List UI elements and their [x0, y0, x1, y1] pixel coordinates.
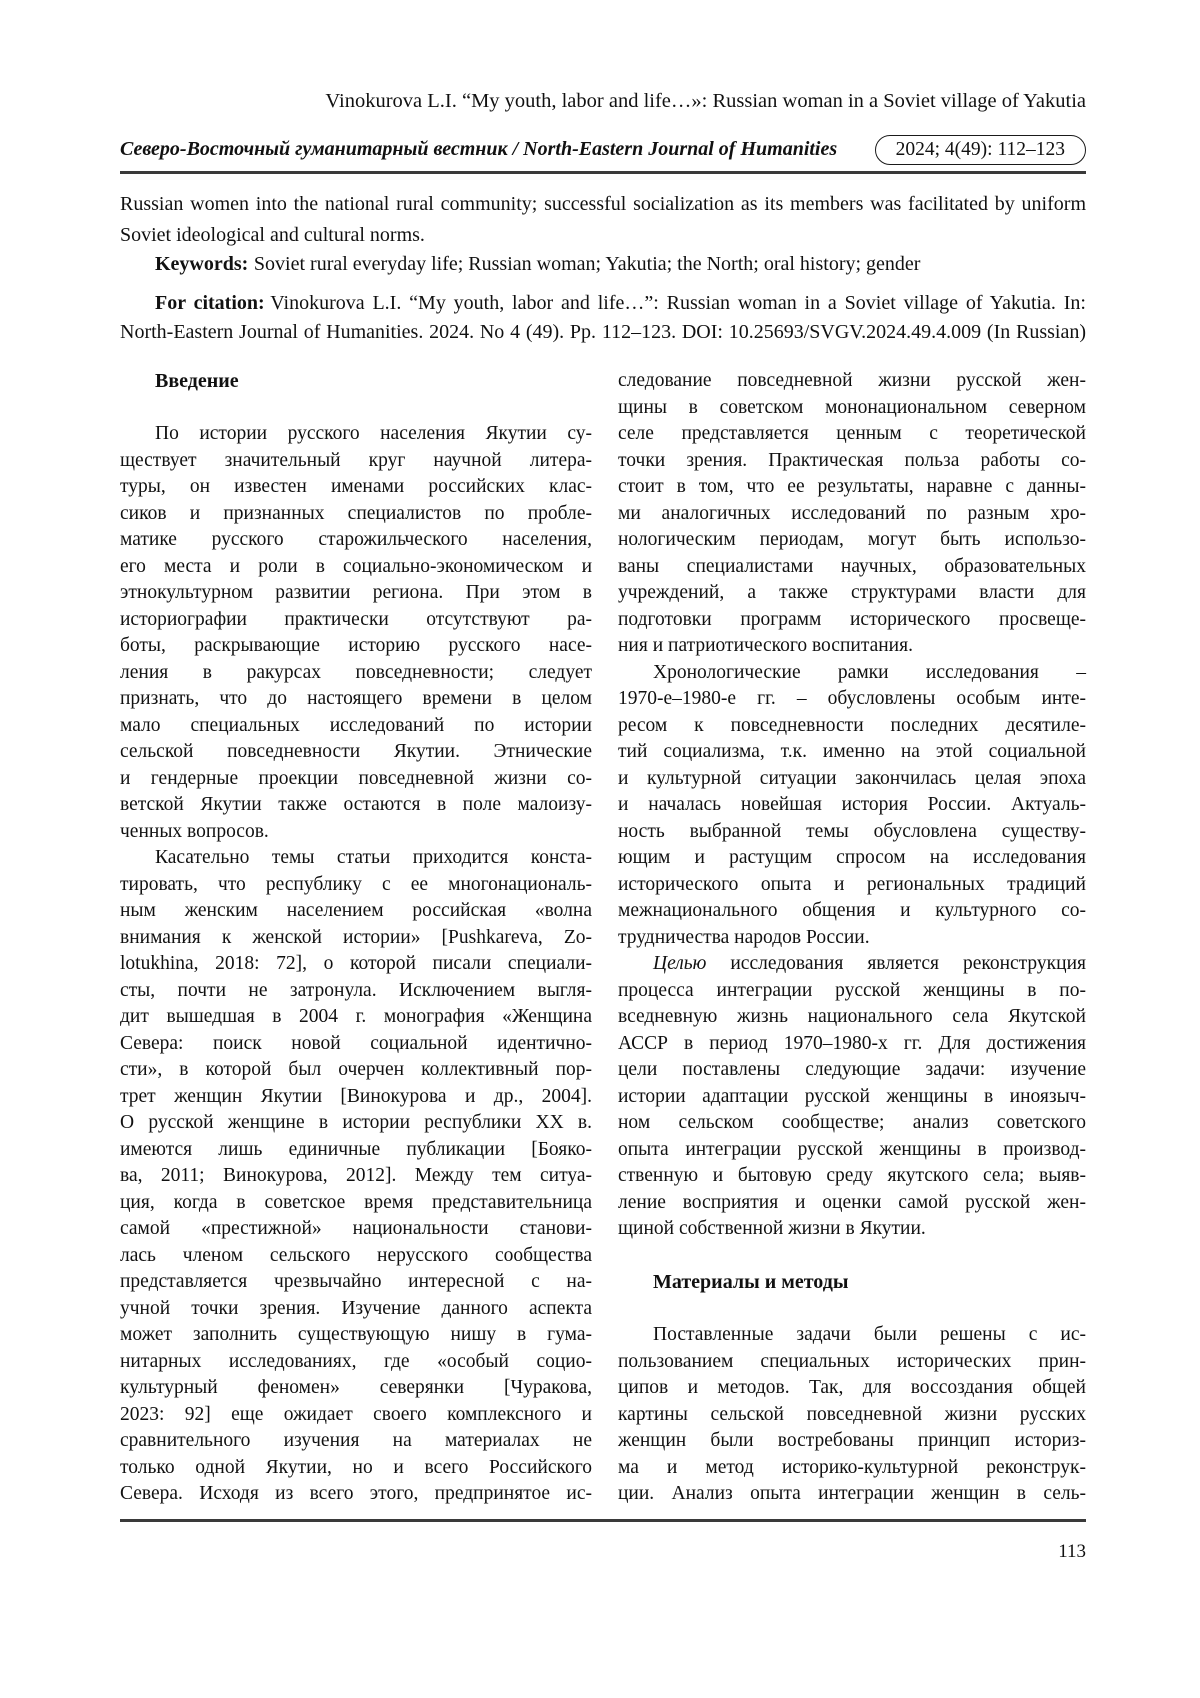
text-line: стоит в том, что ее результаты, наравне с данны- — [618, 476, 1086, 497]
text-line: женщин были востребованы принцип историз- — [618, 1430, 1086, 1451]
text-line: картины сельской повседневной жизни русских — [618, 1403, 1086, 1425]
text-line: историографии практически отсутствуют ра- — [120, 608, 592, 630]
column-gap — [592, 368, 618, 1508]
text-line: дит вышедшая в 2004 г. монография «Женщина — [120, 1006, 592, 1027]
text-line: 2023: 92] еще ожидает своего комплексного и — [120, 1403, 592, 1425]
text-line: сельской повседневности Якутии. Этнические — [120, 741, 592, 762]
text-line: признать, что до настоящего времени в целом — [120, 688, 592, 709]
text-line: этнокультурном развитии региона. При этом в — [120, 582, 592, 603]
spacer — [618, 1296, 1086, 1323]
text-line: Севера: поиск новой социальной идентично- — [120, 1032, 592, 1054]
text-line: Russian women into the national rural community; successful socialization as its members was facilitated by uniform — [120, 193, 1086, 215]
text-line: ва, 2011; Винокурова, 2012]. Между тем ситуа- — [120, 1165, 592, 1186]
text-line: культурный феномен» северянки [Чуракова, — [120, 1377, 592, 1398]
text-line: щиной собственной жизни в Якутии. — [618, 1218, 926, 1239]
text-line: лась членом сельского нерусского сообщества — [120, 1244, 592, 1266]
text-line: ция, когда в советское время представительница — [120, 1191, 592, 1213]
text-line: ципов и методов. Так, для воссоздания общей — [618, 1377, 1086, 1398]
text-line: Севера. Исходя из всего этого, предпринятое ис- — [120, 1483, 592, 1504]
footer-rule — [120, 1519, 1086, 1522]
text-line: учреждений, а также структурами власти для — [618, 582, 1086, 603]
text-line: сти», в которой был очерчен коллективный пор- — [120, 1059, 592, 1080]
journal-name: Северо-Восточный гуманитарный вестник / North-Eastern Journal of Humanities — [120, 138, 838, 160]
text-line: нологическим периодам, могут быть использо- — [618, 529, 1086, 550]
text-line: Касательно темы статьи приходится конста- — [155, 847, 592, 868]
header-rule — [120, 171, 1086, 174]
text-line: истории адаптации русской женщины в иноязыч- — [618, 1085, 1086, 1107]
citation-text: Vinokurova L.I. “My youth, labor and life…”: Russian woman in a Soviet village of Yakutia. In: — [270, 292, 1086, 314]
spacer — [618, 1243, 1086, 1270]
text-line: вседневную жизнь национального села Якутской — [618, 1006, 1086, 1027]
text-line: North-Eastern Journal of Humanities. 2024. No 4 (49). Pp. 112–123. DOI: 10.25693/SVGV.2024.49.4.009 (In Russian) — [120, 320, 1086, 343]
text-line: ветской Якутии также остаются в поле малоизу- — [120, 794, 592, 815]
text-line: ма и метод историко-культурной реконструк- — [618, 1456, 1086, 1478]
text-line: ченных вопросов. — [120, 820, 269, 842]
text-line: и культурной ситуации закончилась целая эпоха — [618, 767, 1086, 789]
text-line: представляется чрезвычайно интересной с на- — [120, 1271, 592, 1292]
issue-badge — [875, 135, 1086, 165]
keywords-label: Keywords: — [155, 253, 249, 275]
italic-lead: Целью — [653, 953, 707, 974]
text-line: самой «престижной» национальности станови- — [120, 1218, 592, 1239]
text-line: ном сельском сообществе; анализ советского — [618, 1112, 1086, 1133]
text-line: Целью исследования является реконструкция — [653, 953, 1086, 974]
text-line: трет женщин Якутии [Винокурова и др., 2004]. — [120, 1085, 592, 1107]
text-line: ным женским населением российская «волна — [120, 900, 592, 921]
text-line: Хронологические рамки исследования – — [653, 661, 1086, 683]
issue-badge-text: 2024; 4(49): 112–123 — [895, 139, 1065, 160]
text-line: ществует значительный круг научной литера- — [120, 449, 592, 471]
text-line: цели поставлены следующие задачи: изучение — [618, 1059, 1086, 1080]
text-line: ции. Анализ опыта интеграции женщин в сель- — [618, 1483, 1086, 1504]
text-line: Поставленные задачи были решены с ис- — [653, 1324, 1086, 1345]
text-line: имеются лишь единичные публикации [Бояко- — [120, 1138, 592, 1160]
text-line: только одной Якутии, но и всего Российского — [120, 1456, 592, 1478]
text-line: учной точки зрения. Изучение данного аспекта — [120, 1297, 592, 1319]
text-line: точки зрения. Практическая польза работы со- — [618, 449, 1086, 471]
section-heading: Материалы и методы — [653, 1271, 849, 1293]
text-line: 1970-е–1980-е гг. – обусловлены особым инте- — [618, 688, 1086, 709]
spacer — [120, 395, 592, 422]
section-heading: Введение — [155, 370, 239, 392]
text-line: тий социализма, т.к. именно на этой социальной — [618, 741, 1086, 762]
text-line: процесса интеграции русской женщины в по- — [618, 979, 1086, 1001]
text-line: О русской женщине в истории республики XX в. — [120, 1112, 592, 1133]
text-line: Soviet ideological and cultural norms. — [120, 224, 425, 246]
text-line: ления в ракурсах повседневности; следует — [120, 661, 592, 683]
text-line: сиков и признанных специалистов по пробле- — [120, 502, 592, 524]
body-columns — [120, 368, 1086, 1508]
text-line: внимания к женской истории» [Pushkareva, Zo- — [120, 926, 592, 948]
page-number: 113 — [1058, 1541, 1086, 1562]
text-line: сравнительного изучения на материалах не — [120, 1430, 592, 1451]
text-line: опыта интеграции русской женщины в производ- — [618, 1138, 1086, 1160]
keywords-text: Soviet rural everyday life; Russian woman; Yakutia; the North; oral history; gender — [253, 253, 921, 275]
text-line: ресом к повседневности последних десятиле- — [618, 714, 1086, 736]
text-line: его места и роли в социально-экономическом и — [120, 555, 592, 577]
text-line — [120, 289, 1086, 318]
text-line: ность выбранной темы обусловлена существу- — [618, 820, 1086, 842]
text-line: исторического опыта и региональных традиций — [618, 873, 1086, 895]
text-line: ющим и растущим спросом на исследования — [618, 847, 1086, 868]
text-line: сты, почти не затронула. Исключением выгля- — [120, 979, 592, 1001]
text-line: нитарных исследованиях, где «особый социо- — [120, 1350, 592, 1372]
text-line: ния и патриотического воспитания. — [618, 635, 913, 656]
right-column — [618, 368, 1086, 1508]
text-line: трудничества народов России. — [618, 926, 870, 948]
citation-label: For citation: — [155, 292, 265, 314]
text-line: боты, раскрывающие историю русского насе- — [120, 635, 592, 656]
keywords-line — [120, 249, 1086, 279]
text-line: мало специальных исследований по истории — [120, 714, 592, 736]
text-line: ственную и бытовую среду якутского села; выяв- — [618, 1165, 1086, 1186]
text-line: ми аналогичных исследований по разным хро- — [618, 502, 1086, 524]
text-line: ваны специалистами научных, образовательных — [618, 555, 1086, 577]
text-line: АССР в период 1970–1980-х гг. Для достижения — [618, 1032, 1086, 1054]
text-line: тировать, что республику с ее многонациональ- — [120, 873, 592, 895]
text-line: туры, он известен именами российских клас- — [120, 476, 592, 497]
running-title: Vinokurova L.I. “My youth, labor and life…»: Russian woman in a Soviet village of Yakutia — [325, 90, 1086, 112]
text-line: и началась новейшая история России. Актуаль- — [618, 794, 1086, 815]
text-line: может заполнить существующую нишу в гума- — [120, 1324, 592, 1345]
text-line: пользованием специальных исторических прин- — [618, 1350, 1086, 1372]
text-line: щины в советском мононациональном северном — [618, 396, 1086, 418]
journal-header-row — [120, 131, 1086, 169]
citation-block — [120, 289, 1086, 346]
abstract-tail — [120, 189, 1086, 251]
text-line: и гендерные проекции повседневной жизни со- — [120, 767, 592, 789]
text-line: следование повседневной жизни русской жен- — [618, 370, 1086, 391]
text-line: межнационального общения и культурного со- — [618, 900, 1086, 921]
text-line: По истории русского населения Якутии су- — [155, 423, 592, 444]
text-line: lotukhina, 2018: 72], о которой писали специали- — [120, 953, 592, 974]
text-line: селе представляется ценным с теоретической — [618, 423, 1086, 444]
text-line: матике русского старожильческого населения, — [120, 529, 592, 550]
left-column — [120, 368, 592, 1508]
text-line: ление восприятия и оценки самой русской жен- — [618, 1191, 1086, 1213]
text-line: подготовки программ исторического просвеще- — [618, 608, 1086, 630]
